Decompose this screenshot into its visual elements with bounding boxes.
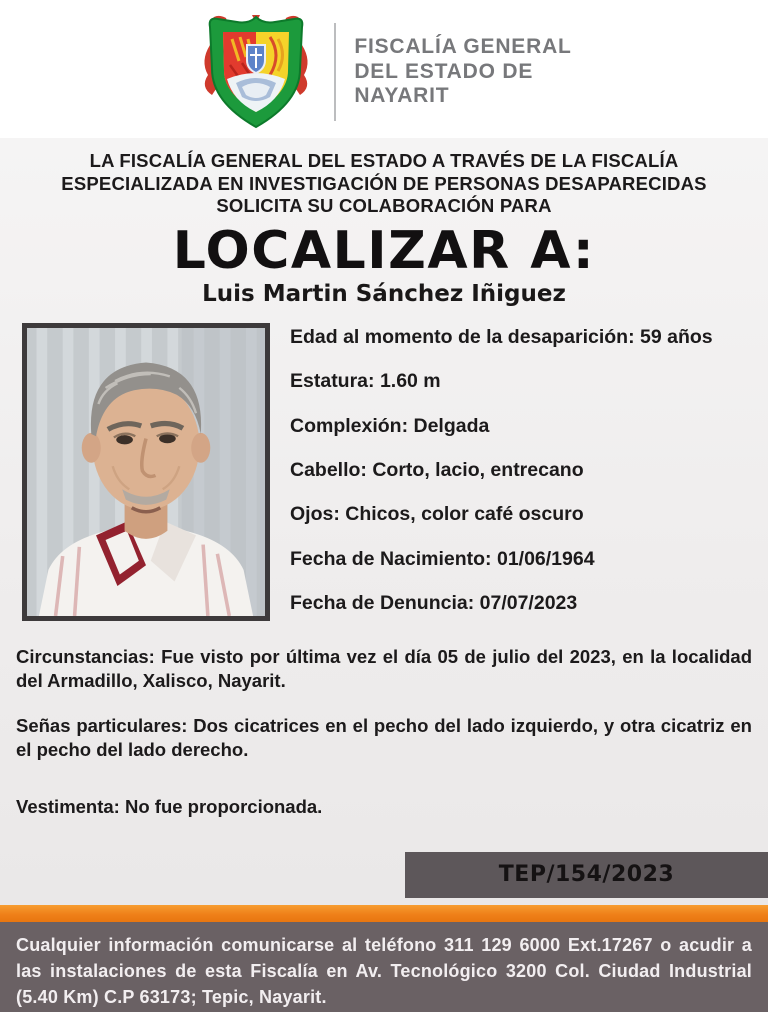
paragraph-senas-particulares: Señas particulares: Dos cicatrices en el pecho del lado izquierdo, y otra cicatriz en el pecho del lado derecho.: [16, 715, 752, 761]
detail-complexion: Complexión: Delgada: [290, 414, 490, 437]
footer: [0, 922, 768, 1012]
person-details: [290, 323, 746, 635]
nayarit-coat-of-arms-icon: [196, 13, 316, 131]
detail-fecha-denuncia: Fecha de Denuncia: 07/07/2023: [290, 591, 578, 614]
person-name: Luis Martin Sánchez Iñiguez: [202, 280, 566, 307]
intro-line: ESPECIALIZADA EN INVESTIGACIÓN DE PERSONAS DESAPARECIDAS: [61, 172, 707, 194]
org-name-line: FISCALÍA GENERAL: [354, 35, 572, 59]
intro-statement: [14, 150, 754, 218]
detail-edad: Edad al momento de la desaparición: 59 años: [290, 325, 713, 348]
accent-stripe: [0, 905, 768, 922]
paragraph-vestimenta: Vestimenta: No fue proporcionada.: [16, 795, 323, 817]
contact-info: Cualquier información comunicarse al teléfono 311 129 6000 Ext.17267 o acudir a las instalaciones de esta Fiscalía en Av. Tecnológico 3200 Col. Ciudad Industrial (5.40 Km) C.P 63173; Tepic, Nayarit.: [16, 935, 752, 1008]
content-row: [14, 323, 754, 635]
case-paragraphs: [14, 635, 754, 818]
poster-body: [0, 138, 768, 905]
detail-ojos: Ojos: Chicos, color café oscuro: [290, 503, 584, 526]
detail-fecha-nacimiento: Fecha de Nacimiento: 01/06/1964: [290, 547, 595, 570]
header-divider: [334, 23, 336, 121]
detail-estatura: Estatura: 1.60 m: [290, 370, 441, 393]
person-photo: [22, 323, 270, 621]
paragraph-circunstancias: Circunstancias: Fue visto por última vez el día 05 de julio del 2023, en la localidad del Armadillo, Xalisco, Nayarit.: [16, 646, 752, 692]
intro-line: LA FISCALÍA GENERAL DEL ESTADO A TRAVÉS DE LA FISCALÍA: [89, 150, 679, 171]
org-name-line: DEL ESTADO DE: [354, 59, 534, 83]
case-number-row: [14, 852, 754, 898]
detail-cabello: Cabello: Corto, lacio, entrecano: [290, 458, 584, 481]
case-number-badge: TEP/154/2023: [405, 852, 768, 898]
page-title: LOCALIZAR A:: [172, 220, 596, 281]
org-name-line: NAYARIT: [354, 84, 450, 108]
org-name: [354, 35, 571, 108]
intro-line: SOLICITA SU COLABORACIÓN PARA: [216, 195, 552, 217]
header: [0, 0, 768, 138]
